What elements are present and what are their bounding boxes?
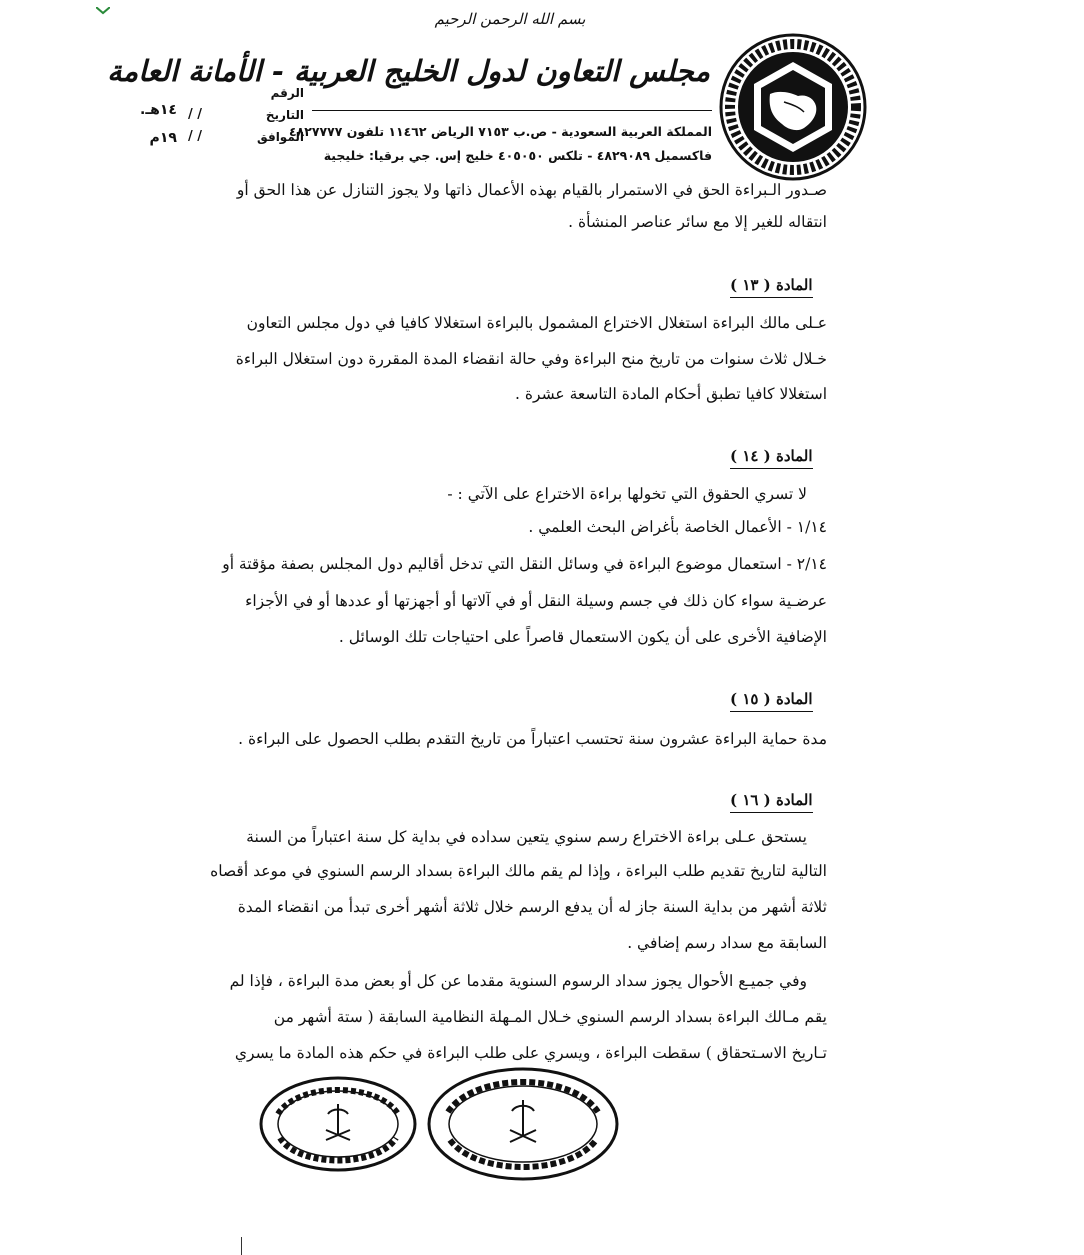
article-14-text: عرضـية سواء كان ذلك في جسم وسيلة النقل أو في آلاتها أو أجهزتها أو عددها أو في الأجزاء — [245, 592, 827, 610]
greg-year: ١٩م — [149, 130, 177, 146]
continuation-line: انتقاله للغير إلا مع سائر عناصر المنشأة . — [568, 213, 827, 231]
article-15-heading: المادة ( ١٥ ) — [730, 690, 813, 712]
article-13-text: استغلالا كافيا تطبق أحكام المادة التاسعة عشرة . — [515, 385, 827, 403]
article-14-text: لا تسري الحقوق التي تخولها براءة الاختراع على الآتي : - — [447, 485, 807, 503]
article-14-text: الإضافية الأخرى على أن يكون الاستعمال قاصراً على احتياجات تلك الوسائل . — [338, 628, 827, 646]
article-16-text: التالية لتاريخ تقديم طلب البراءة ، وإذا لم يقم مالك البراءة بسداد الرسم السنوي في موعد أقصاه — [210, 862, 827, 880]
corner-mark-icon — [96, 0, 110, 8]
article-14-text: ٢/١٤ - استعمال موضوع البراءة في وسائل النقل التي تدخل أقاليم دول المجلس بصفة مؤقتة أو — [222, 555, 827, 573]
date-label: التاريخ — [265, 108, 304, 122]
article-14-text: ١/١٤ - الأعمال الخاصة بأغراض البحث العلمي . — [528, 518, 827, 536]
address-line: المملكة العربية السعودية - ص.ب ٧١٥٣ الرياض ١١٤٦٢ تلفون ٤٨٢٧٧٧٧ — [288, 124, 712, 139]
contact-line: فاكسميل ٤٨٢٩٠٨٩ - تلكس ٤٠٥٠٥٠ خليج إس. جي برقيا: خليجية — [323, 148, 712, 163]
date-slashes — [188, 104, 202, 148]
margin-mark — [241, 1237, 242, 1255]
hijri-date-slashes: / / — [188, 107, 203, 122]
greg-date-slashes: / / — [188, 129, 203, 144]
basmala: بسم الله الرحمن الرحيم — [434, 10, 586, 28]
article-16-text: ثلاثة أشهر من بداية السنة جاز له أن يدفع الرسم خلال ثلاثة أشهر أخرى تبدأ من انقضاء المدة — [237, 898, 827, 916]
council-title: مجلس التعاون لدول الخليج العربية - الأمانة العامة — [107, 54, 710, 88]
article-16-text: يستحق عـلى براءة الاختراع رسم سنوي يتعين سداده في بداية كل سنة اعتباراً من السنة — [246, 828, 807, 846]
article-16-text: السابقة مع سداد رسم إضافي . — [627, 934, 827, 952]
article-15-text: مدة حماية البراءة عشرون سنة تحتسب اعتباراً من تاريخ التقدم بطلب الحصول على البراءة . — [238, 730, 827, 748]
article-13-text: خـلال ثلاث سنوات من تاريخ منح البراءة وفي حالة انقضاء المدة المقررة دون استغلال البراءة — [235, 350, 827, 368]
article-16-text: وفي جميـع الأحوال يجوز سداد الرسوم السنوية مقدما عن كل أو بعض مدة البراءة ، فإذا لم — [229, 972, 807, 990]
general-secretariat-seal-icon — [258, 1074, 418, 1174]
date-years — [140, 96, 177, 152]
hijri-year: ١٤هـ. — [140, 102, 177, 118]
article-13-heading: المادة ( ١٣ ) — [730, 276, 813, 298]
ref-number-label: الرقم — [270, 86, 304, 100]
article-14-heading: المادة ( ١٤ ) — [730, 447, 813, 469]
corresponding-date-label: الموافق — [257, 130, 304, 144]
article-13-text: عـلى مالك البراءة استغلال الاختراع المشمول بالبراءة استغلالا كافيا في دول مجلس التعاون — [246, 314, 827, 332]
continuation-line: صـدور الـبراءة الحق في الاستمرار بالقيام بهذه الأعمال ذاتها ولا يجوز التنازل عن هذا الحق أو — [236, 181, 827, 199]
article-16-text: تـاريخ الاسـتحقاق ) سقطت البراءة ، ويسري على طلب البراءة في حكم هذه المادة ما يسري — [234, 1044, 827, 1062]
experts-commission-seal-icon — [426, 1066, 620, 1182]
article-16-heading: المادة ( ١٦ ) — [730, 791, 813, 813]
article-16-text: يقم مـالك البراءة بسداد الرسم السنوي خـلال المـهلة النظامية السابقة ( ستة أشهر من — [273, 1008, 827, 1026]
